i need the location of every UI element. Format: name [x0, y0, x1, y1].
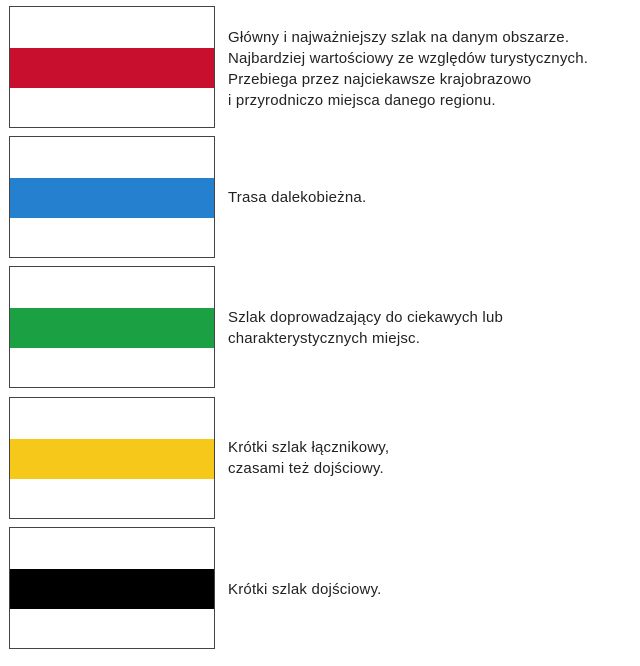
trail-flag-green — [9, 266, 215, 388]
description-line: Szlak doprowadzający do ciekawych lub — [228, 309, 504, 326]
trail-row-black — [0, 527, 640, 651]
description-line: Krótki szlak łącznikowy, — [228, 439, 390, 456]
trail-flag-yellow — [9, 397, 215, 519]
trail-description-yellow — [228, 437, 636, 479]
trail-row-yellow — [0, 397, 640, 521]
trail-stripe-red — [10, 48, 214, 88]
description-line: Trasa dalekobieżna. — [228, 189, 367, 206]
description-line: i przyrodniczo miejsca danego regionu. — [228, 92, 496, 109]
description-line: Główny i najważniejszy szlak na danym obszarze. — [228, 29, 570, 46]
description-line: charakterystycznych miejsc. — [228, 330, 421, 347]
trail-row-blue — [0, 136, 640, 260]
trail-description-green — [228, 307, 636, 349]
trail-description-red — [228, 27, 636, 111]
description-line: czasami też dojściowy. — [228, 460, 384, 477]
description-line: Krótki szlak dojściowy. — [228, 581, 382, 598]
trail-description-black — [228, 579, 636, 600]
trail-stripe-blue — [10, 178, 214, 218]
trail-stripe-green — [10, 308, 214, 348]
description-line: Przebiega przez najciekawsze krajobrazowo — [228, 71, 532, 88]
trail-stripe-yellow — [10, 439, 214, 479]
trail-row-green — [0, 266, 640, 390]
trail-row-red — [0, 6, 640, 130]
trail-flag-red — [9, 6, 215, 128]
trail-description-blue — [228, 187, 636, 208]
trail-flag-black — [9, 527, 215, 649]
trail-flag-blue — [9, 136, 215, 258]
description-line: Najbardziej wartościowy ze względów turystycznych. — [228, 50, 589, 67]
trail-stripe-black — [10, 569, 214, 609]
